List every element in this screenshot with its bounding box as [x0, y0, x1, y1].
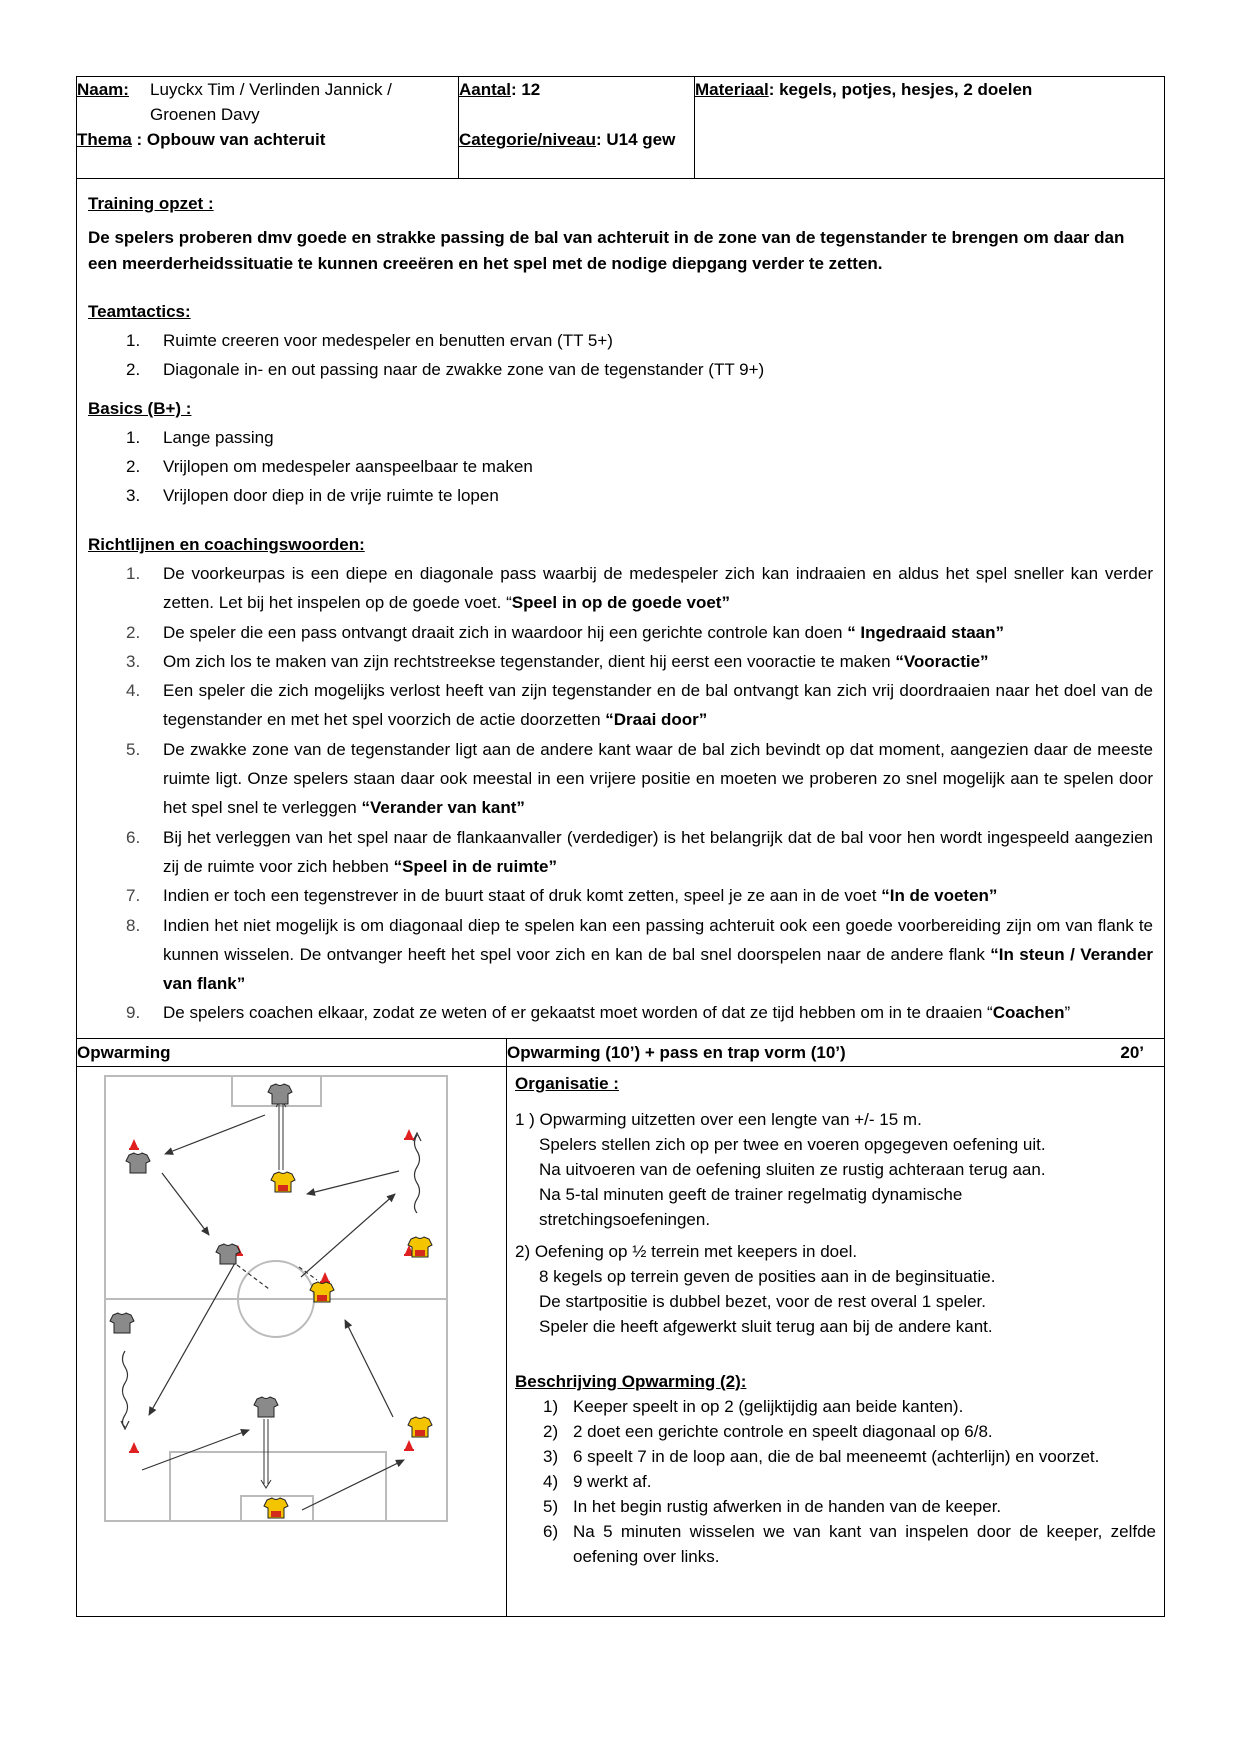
list-item: 2. De speler die een pass ontvangt draait zich in waardoor hij een gerichte controle kan doen “ Ingedraaid staan”: [126, 622, 1005, 642]
teamtactics-title: Teamtactics:: [88, 302, 191, 321]
pitch-diagram: [77, 1067, 505, 1612]
teamtactics-list: [88, 326, 1153, 384]
list-item: 4. Een speler die zich mogelijks verlost heeft van zijn tegenstander en de bal ontvangt kan zich vrij doordraaien naar het doel van de tegenstander en met het spel voorzich de actie doorzetten “Draai door”: [126, 681, 1154, 730]
header-row: [77, 77, 1165, 179]
organisatie-cell: [507, 1066, 1165, 1616]
list-item: 3. Om zich los te maken van zijn rechtstreekse tegenstander, dient hij eerst een vooractie te maken “Vooractie”: [126, 651, 989, 671]
training-sheet: [76, 76, 1164, 1617]
aantal-cell: [459, 77, 695, 179]
body-row: [77, 179, 1165, 1039]
naam-label: Naam:: [77, 80, 129, 99]
beschrijving-title: Beschrijving Opwarming (2):: [515, 1371, 747, 1391]
list-item: 1. Lange passing: [126, 428, 274, 447]
naam-value: [150, 77, 392, 127]
exercise-row: [77, 1066, 1165, 1616]
part1-line: stretchingsoefeningen.: [539, 1209, 711, 1229]
sheet-table: [76, 76, 1165, 1617]
list-item: 1. De voorkeurpas is een diepe en diagonale pass waarbij de medespeler zich kan indraaien en aldus het spel sneller kan verder zetten. Let bij het inspelen op de goede voet. “Speel in op de goede voet”: [126, 564, 1154, 613]
list-item: 3. Vrijlopen door diep in de vrije ruimte te lopen: [126, 486, 499, 505]
aantal-value: : 12: [510, 80, 541, 99]
richtlijnen-list: [88, 559, 1153, 1028]
materiaal-label: Materiaal: [695, 80, 769, 99]
opwarming-duration: 20’: [1120, 1042, 1145, 1062]
list-item: 4) 9 werkt af.: [543, 1471, 652, 1491]
naam-value-line1: Luyckx Tim / Verlinden Jannick /: [150, 80, 392, 99]
list-item: 9. De spelers coachen elkaar, zodat ze weten of er gekaatst moet worden of dat ze tijd hebben om in te draaien “Coachen”: [126, 1003, 1071, 1023]
part1-line: Na 5-tal minuten geeft de trainer regelmatig dynamische: [539, 1184, 963, 1204]
thema-value: : Opbouw van achteruit: [131, 130, 326, 149]
list-item: 5) In het begin rustig afwerken in de handen van de keeper.: [543, 1496, 1002, 1516]
materiaal-cell: [695, 77, 1165, 179]
basics-list: [88, 423, 1153, 510]
list-item: 2. Vrijlopen om medespeler aanspeelbaar te maken: [126, 457, 533, 476]
categorie-label: Categorie/niveau: [459, 130, 596, 149]
part2-line: De startpositie is dubbel bezet, voor de rest overal 1 speler.: [539, 1291, 986, 1311]
part1-line: Na uitvoeren van de oefening sluiten ze rustig achteraan terug aan.: [539, 1159, 1046, 1179]
body-cell: [77, 179, 1165, 1039]
list-item: 1) Keeper speelt in op 2 (gelijktijdig aan beide kanten).: [543, 1396, 964, 1416]
thema-label: Thema: [77, 130, 132, 149]
list-item: 7. Indien er toch een tegenstrever in de buurt staat of druk komt zetten, speel je ze aan in de voet “In de voeten”: [126, 886, 998, 906]
list-item: 2. Diagonale in- en out passing naar de zwakke zone van de tegenstander (TT 9+): [126, 360, 765, 379]
naam-cell: [77, 77, 459, 179]
opwarming-left-title: Opwarming: [77, 1038, 507, 1066]
opwarming-right-cell: [507, 1038, 1165, 1066]
categorie-value: : U14 gew: [596, 130, 676, 149]
opwarming-row: [77, 1038, 1165, 1066]
beschrijving-list: [515, 1394, 1156, 1569]
list-item: 6. Bij het verleggen van het spel naar de flankaanvaller (verdediger) is het belangrijk dat de bal voor hen wordt ingespeeld aangezien zij de ruimte voor zich hebben “Speel in de ruimte”: [126, 827, 1154, 876]
part1-head: 1 ) Opwarming uitzetten over een lengte van +/- 15 m.: [515, 1109, 922, 1129]
part2-head: 2) Oefening op ½ terrein met keepers in doel.: [515, 1241, 858, 1261]
list-item: 3) 6 speelt 7 in de loop aan, die de bal meeneemt (achterlijn) en voorzet.: [543, 1446, 1100, 1466]
richtlijnen-title: Richtlijnen en coachingswoorden:: [88, 535, 365, 554]
diagram-cell: [77, 1066, 507, 1616]
list-item: 1. Ruimte creeren voor medespeler en benutten ervan (TT 5+): [126, 331, 613, 350]
aantal-label: Aantal: [459, 80, 511, 99]
training-title: Training opzet :: [88, 194, 214, 213]
training-intro: De spelers proberen dmv goede en strakke passing de bal van achteruit in de zone van de tegenstander te brengen om daar dan een meerderheidssituatie te kunnen creeëren en het spel met de nodige diepgang verder te zetten.: [88, 228, 1125, 273]
list-item: 5. De zwakke zone van de tegenstander ligt aan de andere kant waar de bal zich bevindt op dat moment, aangezien daar de meeste ruimte ligt. Onze spelers staan daar ook meestal in een vrijere positie en moeten we proberen zo snel mogelijk aan te spelen door het spel snel te verleggen “Verander van kant”: [126, 739, 1154, 818]
part2-line: Speler die heeft afgewerkt sluit terug aan bij de andere kant.: [539, 1316, 993, 1336]
list-item: 6) Na 5 minuten wisselen we van kant van inspelen door de keeper, zelfde oefening over links.: [543, 1521, 1157, 1566]
list-item: 2) 2 doet een gerichte controle en speelt diagonaal op 6/8.: [543, 1421, 993, 1441]
opwarming-right-title: Opwarming (10’) + pass en trap vorm (10’): [507, 1042, 846, 1062]
part2-line: 8 kegels op terrein geven de posities aan in de beginsituatie.: [539, 1266, 996, 1286]
organisatie-title: Organisatie :: [515, 1073, 619, 1093]
list-item: 8. Indien het niet mogelijk is om diagonaal diep te spelen kan een passing achteruit ook een goede voorbereiding zijn om van flank te kunnen wisselen. De ontvanger heeft het spel voor zich en kan de bal snel doorspelen naar de andere flank “In steun / Verander van flank”: [126, 915, 1154, 994]
part1-line: Spelers stellen zich op per twee en voeren opgegeven oefening uit.: [539, 1134, 1046, 1154]
naam-value-line2: Groenen Davy: [150, 105, 260, 124]
basics-title: Basics (B+) :: [88, 399, 192, 418]
materiaal-value: : kegels, potjes, hesjes, 2 doelen: [768, 80, 1033, 99]
